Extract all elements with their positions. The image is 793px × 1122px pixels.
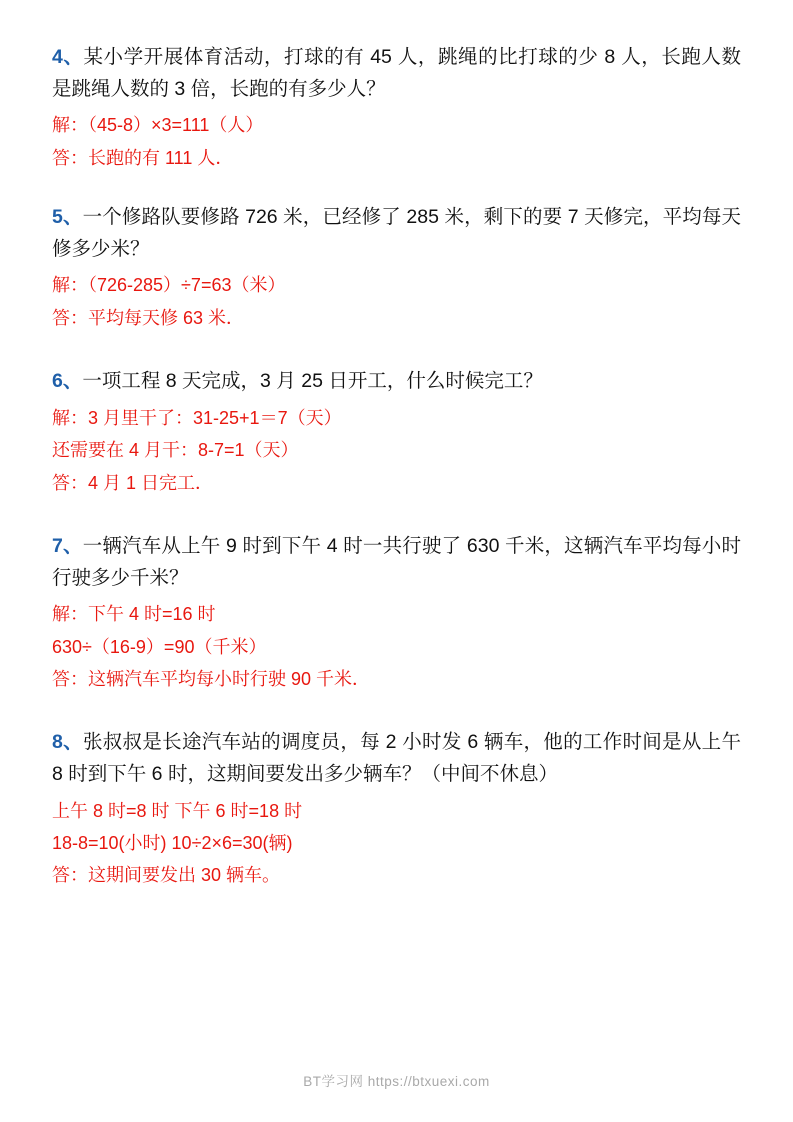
problem-item — [52, 202, 741, 332]
question-text — [52, 531, 741, 594]
answer-line: 答：这辆汽车平均每小时行驶 90 千米． — [52, 668, 371, 689]
question-body: 一项工程 8 天完成，3 月 25 日开工，什么时候完工？ — [82, 370, 543, 393]
question-body: 一个修路队要修路 726 米，已经修了 285 米，剩下的要 7 天修完，平均每天修多少米？ — [52, 206, 741, 260]
question-text — [52, 366, 741, 398]
problem-item — [52, 42, 741, 172]
question-number: 7、 — [52, 534, 83, 557]
answer-line: 解：（45-8）×3=111（人） — [52, 115, 264, 136]
page-footer-watermark: BT学习网 https://btxuexi.com — [303, 1074, 490, 1089]
question-number: 8、 — [52, 731, 83, 754]
answer-line: 解：3 月里干了：31-25+1＝7（天） — [52, 407, 342, 428]
question-body: 一辆汽车从上午 9 时到下午 4 时一共行驶了 630 千米，这辆汽车平均每小时行驶多少千米？ — [52, 534, 741, 589]
answer-line: 630÷（16-9）=90（千米） — [52, 636, 267, 657]
problem-item — [52, 727, 741, 889]
answer-block — [52, 404, 741, 497]
answer-line: 答：长跑的有 111 人． — [52, 147, 234, 168]
answer-block — [52, 797, 741, 890]
question-text — [52, 42, 741, 105]
answer-block — [52, 600, 741, 693]
question-text — [52, 202, 741, 265]
answer-block — [52, 111, 741, 172]
problem-item — [52, 531, 741, 693]
question-body: 张叔叔是长途汽车站的调度员，每 2 小时发 6 辆车，他的工作时间是从上午 8 时到下午 6 时，这期间要发出多少辆车？（中间不休息） — [52, 731, 741, 785]
answer-line: 答：这期间要发出 30 辆车。 — [52, 865, 281, 886]
problem-item — [52, 366, 741, 497]
question-body: 某小学开展体育活动，打球的有 45 人，跳绳的比打球的少 8 人，长跑人数是跳绳人数的 3 倍，长跑的有多少人？ — [52, 46, 741, 100]
question-number: 6、 — [52, 370, 83, 393]
question-text — [52, 727, 741, 790]
answer-block — [52, 271, 741, 332]
answer-line: 18-8=10(小时) 10÷2×6=30(辆) — [52, 833, 293, 854]
answer-line: 上午 8 时=8 时 下午 6 时=18 时 — [52, 800, 303, 821]
answer-line: 解：下午 4 时=16 时 — [52, 604, 216, 625]
question-number: 4、 — [52, 46, 84, 68]
answer-line: 解：（726-285）÷7=63（米） — [52, 275, 286, 296]
answer-line: 答：平均每天修 63 米． — [52, 307, 245, 328]
question-number: 5、 — [52, 206, 83, 229]
answer-line: 答：4 月 1 日完工． — [52, 472, 214, 493]
answer-line: 还需要在 4 月干：8-7=1（天） — [52, 440, 299, 461]
